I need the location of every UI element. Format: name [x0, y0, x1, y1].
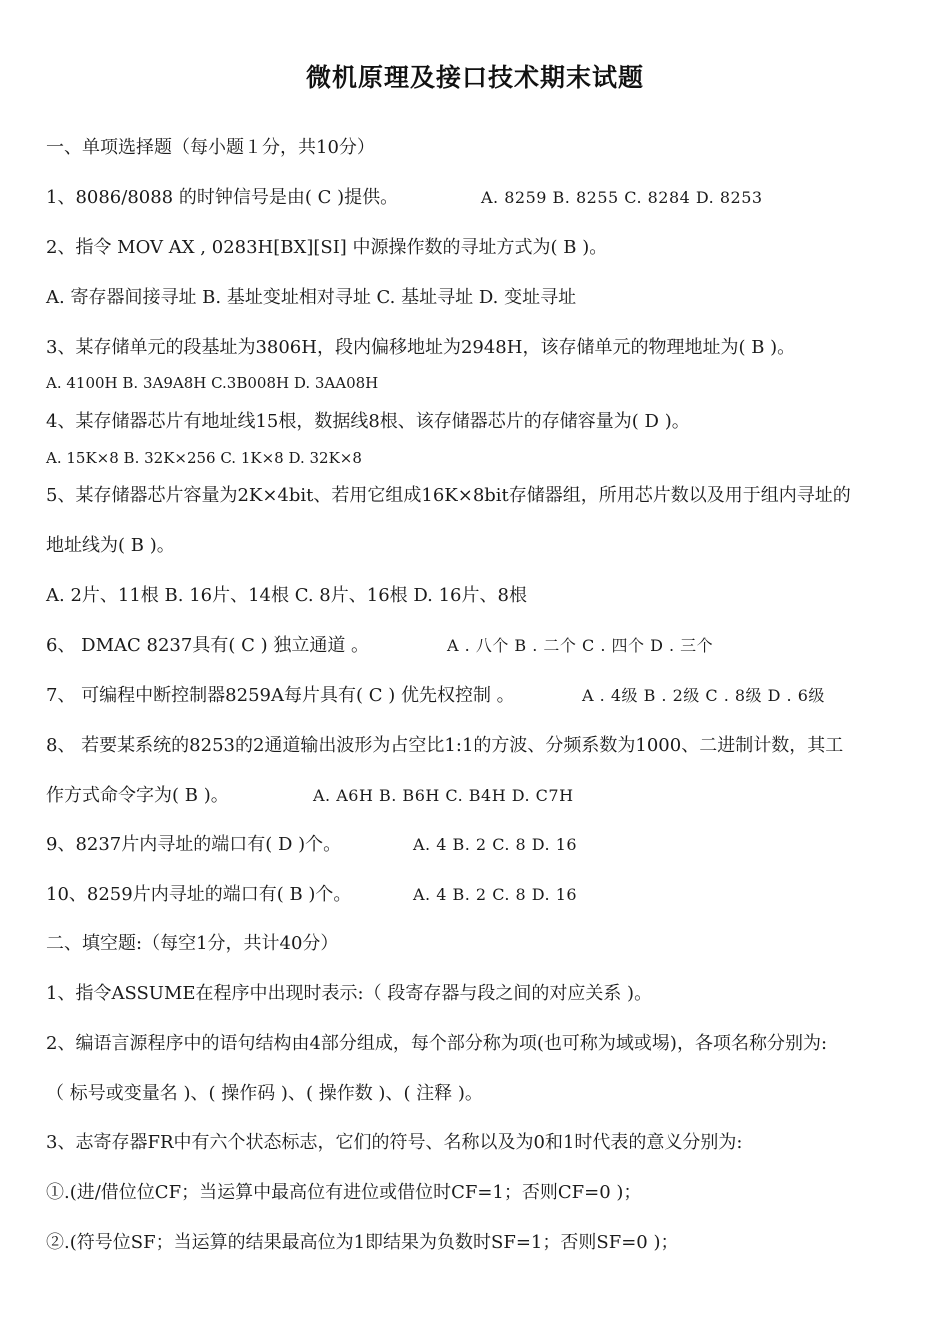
question-6-options: A . 八个 B . 二个 C . 四个 D . 三个 [447, 636, 714, 655]
fill-1: 1、指令ASSUME在程序中出现时表示:（ 段寄存器与段之间的对应关系 )。 [46, 983, 653, 1004]
fill-3-item-2: ②.(符号位SF；当运算的结果最高位为1即结果为负数时SF=1；否则SF=0 )； [46, 1232, 679, 1253]
question-8: 8、 若要某系统的8253的2通道输出波形为占空比1:1的方波、分频系数为1000、二进制计数，其工 [46, 735, 844, 756]
question-2-options: A. 寄存器间接寻址 B. 基址变址相对寻址 C. 基址寻址 D. 变址寻址 [46, 287, 577, 308]
fill-3: 3、志寄存器FR中有六个状态标志，它们的符号、名称以及为0和1时代表的意义分别为: [46, 1132, 743, 1153]
question-10-options: A. 4 B. 2 C. 8 D. 16 [413, 885, 578, 904]
question-5: 5、某存储器芯片容量为2K×4bit、若用它组成16K×8bit存储器组，所用芯片数以及用于组内寻址的 [46, 485, 851, 506]
question-1: 1、8086/8088 的时钟信号是由( C )提供。 [46, 187, 399, 208]
question-3-options: A. 4100H B. 3A9A8H C.3B008H D. 3AA08H [46, 374, 379, 392]
question-9-options: A. 4 B. 2 C. 8 D. 16 [413, 835, 578, 854]
fill-2: 2、编语言源程序中的语句结构由4部分组成，每个部分称为项(也可称为域或埸)，各项名称分别为: [46, 1033, 828, 1054]
question-7-options: A . 4级 B . 2级 C . 8级 D . 6级 [582, 686, 825, 705]
question-8-options: A. A6H B. B6H C. B4H D. C7H [313, 786, 574, 805]
question-3: 3、某存储单元的段基址为3806H，段内偏移地址为2948H，该存储单元的物理地址为( B )。 [46, 337, 796, 358]
question-4: 4、某存储器芯片有地址线15根，数据线8根、该存储器芯片的存储容量为( D )。 [46, 411, 690, 432]
fill-2-answers: （ 标号或变量名 )、( 操作码 )、( 操作数 )、( 注释 )。 [46, 1083, 483, 1104]
page-title: 微机原理及接口技术期末试题 [305, 63, 644, 92]
question-8-cont: 作方式命令字为( B )。 [46, 785, 229, 806]
question-4-options: A. 15K×8 B. 32K×256 C. 1K×8 D. 32K×8 [46, 449, 362, 467]
question-2: 2、指令 MOV AX , 0283H[BX][SI] 中源操作数的寻址方式为( B )。 [46, 237, 608, 258]
question-10: 10、8259片内寻址的端口有( B )个。 [46, 884, 352, 905]
question-5-options: A. 2片、11根 B. 16片、14根 C. 8片、16根 D. 16片、8根 [46, 585, 527, 606]
fill-3-item-1: ①.(进/借位位CF；当运算中最高位有进位或借位时CF=1；否则CF=0 )； [46, 1182, 642, 1203]
question-7: 7、 可编程中断控制器8259A每片具有( C ) 优先权控制 。 [46, 685, 515, 706]
section1-heading: 一、单项选择题（每小题１分，共10分） [46, 137, 375, 158]
question-6: 6、 DMAC 8237具有( C ) 独立通道 。 [46, 635, 370, 656]
section2-heading: 二、填空题:（每空1分，共计40分） [46, 933, 339, 954]
question-9: 9、8237片内寻址的端口有( D )个。 [46, 834, 342, 855]
question-5-cont: 地址线为( B )。 [46, 535, 175, 556]
question-1-options: A. 8259 B. 8255 C. 8284 D. 8253 [481, 188, 763, 207]
